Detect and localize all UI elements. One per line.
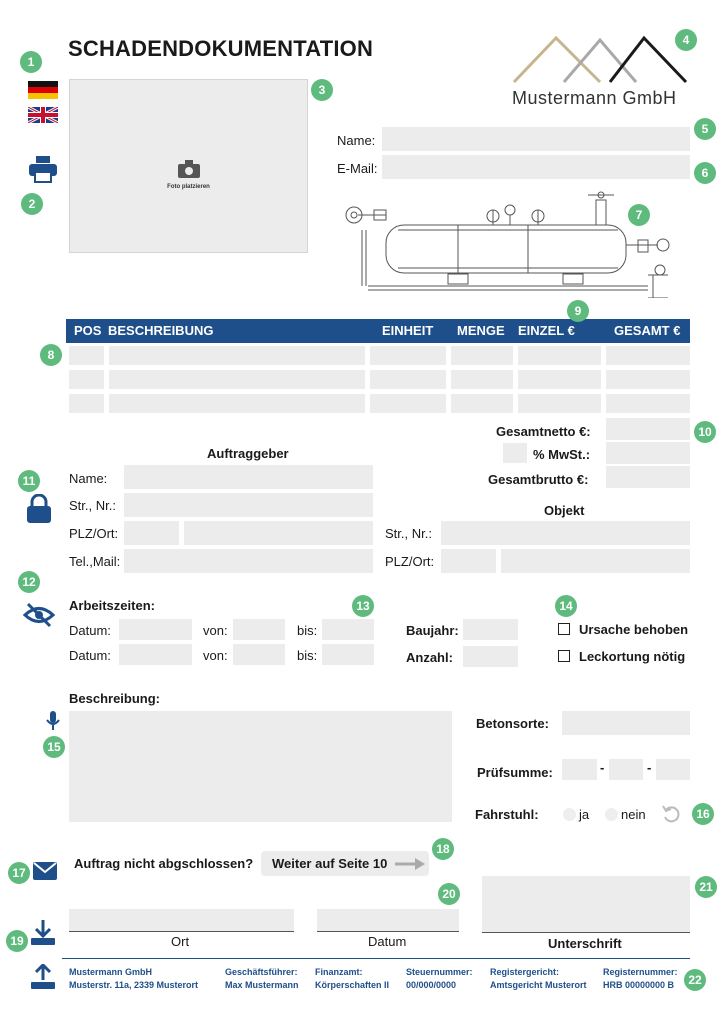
printer-icon[interactable]	[28, 155, 58, 188]
badge-2: 2	[21, 193, 43, 215]
badge-22: 22	[684, 969, 706, 991]
pruefsumme-field-2[interactable]	[609, 759, 643, 780]
table-cell[interactable]	[606, 346, 690, 365]
anzahl-label: Anzahl:	[406, 650, 453, 665]
table-cell[interactable]	[69, 370, 104, 389]
objekt-heading: Objekt	[544, 503, 585, 518]
table-cell[interactable]	[69, 346, 104, 365]
table-cell[interactable]	[109, 346, 365, 365]
badge-4: 4	[675, 29, 697, 51]
obj-street-field[interactable]	[441, 521, 690, 545]
pruefsumme-field-3[interactable]	[656, 759, 690, 780]
col-menge: MENGE	[457, 323, 505, 338]
beschreibung-textarea[interactable]	[69, 711, 452, 822]
datum-field-1[interactable]	[119, 619, 192, 640]
arbeitszeiten-heading: Arbeitszeiten:	[69, 598, 155, 613]
table-cell[interactable]	[606, 394, 690, 413]
badge-13: 13	[352, 595, 374, 617]
badge-21: 21	[695, 876, 717, 898]
badge-1: 1	[20, 51, 42, 73]
badge-8: 8	[40, 344, 62, 366]
hide-eye-icon[interactable]	[23, 602, 55, 633]
signature-label: Unterschrift	[548, 936, 622, 951]
netto-label: Gesamtnetto €:	[496, 424, 591, 439]
badge-16: 16	[692, 803, 714, 825]
table-cell[interactable]	[518, 370, 601, 389]
bis-field-2[interactable]	[322, 644, 374, 665]
email-field[interactable]	[382, 155, 690, 179]
von-label-2: von:	[203, 648, 228, 663]
mwst-field[interactable]	[606, 442, 690, 464]
leckortung-checkbox[interactable]	[558, 650, 570, 662]
ort-field[interactable]	[69, 909, 294, 931]
bis-field-1[interactable]	[322, 619, 374, 640]
fahrstuhl-label: Fahrstuhl:	[475, 807, 539, 822]
anzahl-field[interactable]	[463, 646, 518, 667]
table-cell[interactable]	[606, 370, 690, 389]
datum-sign-field[interactable]	[317, 909, 459, 931]
pruefsumme-dash-1: -	[600, 760, 605, 775]
badge-3: 3	[311, 79, 333, 101]
table-cell[interactable]	[69, 394, 104, 413]
datum-line	[317, 931, 459, 932]
table-cell[interactable]	[518, 394, 601, 413]
ort-line	[69, 931, 294, 932]
auftraggeber-heading: Auftraggeber	[207, 446, 289, 461]
badge-10: 10	[694, 421, 716, 443]
von-label-1: von:	[203, 623, 228, 638]
table-cell[interactable]	[451, 394, 513, 413]
mwst-percent-field[interactable]	[503, 443, 527, 463]
pruefsumme-field-1[interactable]	[562, 759, 597, 780]
betonsorte-label: Betonsorte:	[476, 716, 549, 731]
table-cell[interactable]	[518, 346, 601, 365]
weiter-button-label: Weiter auf Seite 10	[272, 856, 388, 871]
lock-icon[interactable]	[26, 494, 52, 529]
microphone-icon[interactable]	[46, 711, 60, 736]
ag-name-label: Name:	[69, 471, 108, 486]
arrow-right-icon	[395, 858, 425, 870]
table-cell[interactable]	[109, 370, 365, 389]
badge-7: 7	[628, 204, 650, 226]
badge-11: 11	[18, 470, 40, 492]
ag-name-field[interactable]	[124, 465, 373, 489]
leckortung-label: Leckortung nötig	[579, 649, 686, 664]
datum-field-2[interactable]	[119, 644, 192, 665]
badge-9: 9	[567, 300, 589, 322]
ursache-checkbox[interactable]	[558, 623, 570, 635]
col-einheit: EINHEIT	[382, 323, 434, 338]
ursache-label: Ursache behoben	[579, 622, 689, 637]
signature-field[interactable]	[482, 876, 690, 932]
col-einzel: EINZEL €	[518, 323, 575, 338]
ag-street-label: Str., Nr.:	[69, 498, 116, 513]
camera-icon	[178, 160, 200, 178]
baujahr-field[interactable]	[463, 619, 518, 640]
table-cell[interactable]	[451, 346, 513, 365]
auftrag-question: Auftrag nicht abgschlossen?	[74, 856, 254, 871]
email-label: E-Mail:	[337, 161, 378, 176]
bis-label-2: bis:	[297, 648, 318, 663]
footer-company: Mustermann GmbH Musterstr. 11a, 2339 Musterort	[69, 967, 199, 990]
table-cell[interactable]	[370, 394, 446, 413]
von-field-2[interactable]	[233, 644, 285, 665]
photo-placeholder[interactable]	[69, 79, 308, 253]
badge-20: 20	[438, 883, 460, 905]
betonsorte-field[interactable]	[562, 711, 690, 735]
obj-ort-field[interactable]	[501, 549, 690, 573]
mail-icon[interactable]	[33, 862, 57, 885]
ag-ort-field[interactable]	[184, 521, 373, 545]
footer-registergericht: Registergericht: Amtsgericht Musterort	[490, 967, 587, 990]
badge-19: 19	[6, 930, 28, 952]
footer-finanzamt: Finanzamt: Körperschaften II	[315, 967, 390, 990]
obj-plz-field[interactable]	[441, 549, 496, 573]
col-pos: POS	[74, 323, 102, 338]
pruefsumme-dash-2: -	[647, 760, 652, 775]
flag-uk-icon[interactable]	[28, 107, 58, 123]
ag-plz-label: PLZ/Ort:	[69, 526, 119, 541]
obj-plz-label: PLZ/Ort:	[385, 554, 435, 569]
ag-street-field[interactable]	[124, 493, 373, 517]
footer-divider	[62, 958, 690, 959]
ag-plz-field[interactable]	[124, 521, 179, 545]
company-name: Mustermann GmbH	[512, 88, 677, 108]
netto-field[interactable]	[606, 418, 690, 440]
mwst-label: % MwSt.:	[533, 447, 591, 462]
footer-registernummer: Registernummer: HRB 00000000 B	[603, 967, 678, 990]
table-cell[interactable]	[451, 370, 513, 389]
company-logo	[510, 34, 690, 114]
von-field-1[interactable]	[233, 619, 285, 640]
photo-placeholder-text: Foto platzieren	[167, 184, 210, 190]
badge-14: 14	[555, 595, 577, 617]
weiter-button[interactable]	[261, 851, 429, 876]
page-title: SCHADENDOKUMENTATION	[68, 36, 374, 61]
badge-18: 18	[432, 838, 454, 860]
signature-line	[482, 932, 690, 933]
table-cell[interactable]	[370, 370, 446, 389]
logo-mountains-icon	[510, 34, 690, 86]
badge-6: 6	[694, 162, 716, 184]
badge-12: 12	[18, 571, 40, 593]
table-header	[66, 319, 690, 343]
ag-tel-field[interactable]	[124, 549, 373, 573]
datum-sign-label: Datum	[368, 934, 407, 949]
badge-15: 15	[43, 736, 65, 758]
footer-geschaeftsfuehrer: Geschäftsführer: Max Mustermann	[225, 967, 299, 990]
fahrstuhl-ja-label: ja	[579, 807, 590, 822]
upload-icon[interactable]	[30, 964, 56, 995]
table-cell[interactable]	[109, 394, 365, 413]
col-beschreibung: BESCHREIBUNG	[108, 323, 214, 338]
fahrstuhl-ja-radio[interactable]	[563, 808, 576, 821]
flag-de-icon[interactable]	[28, 81, 58, 99]
brutto-field[interactable]	[606, 466, 690, 488]
bis-label-1: bis:	[297, 623, 318, 638]
ag-tel-label: Tel.,Mail:	[69, 554, 121, 569]
badge-17: 17	[8, 862, 30, 884]
reset-icon[interactable]	[661, 804, 681, 829]
badge-5: 5	[694, 118, 716, 140]
col-gesamt: GESAMT €	[614, 323, 681, 338]
items-table	[66, 319, 690, 414]
datum-label-1: Datum:	[69, 623, 111, 638]
name-label: Name:	[337, 133, 376, 148]
table-cell[interactable]	[370, 346, 446, 365]
obj-street-label: Str., Nr.:	[385, 526, 432, 541]
fahrstuhl-nein-label: nein	[621, 807, 646, 822]
boiler-drawing	[338, 190, 678, 298]
datum-label-2: Datum:	[69, 648, 111, 663]
beschreibung-label: Beschreibung:	[69, 691, 161, 706]
ort-label: Ort	[171, 934, 190, 949]
brutto-label: Gesamtbrutto €:	[488, 472, 589, 487]
download-icon[interactable]	[30, 920, 56, 951]
pruefsumme-label: Prüfsumme:	[477, 765, 553, 780]
baujahr-label: Baujahr:	[406, 623, 459, 638]
fahrstuhl-nein-radio[interactable]	[605, 808, 618, 821]
name-field[interactable]	[382, 127, 690, 151]
footer-steuernummer: Steuernummer: 00/000/0000	[406, 967, 473, 990]
